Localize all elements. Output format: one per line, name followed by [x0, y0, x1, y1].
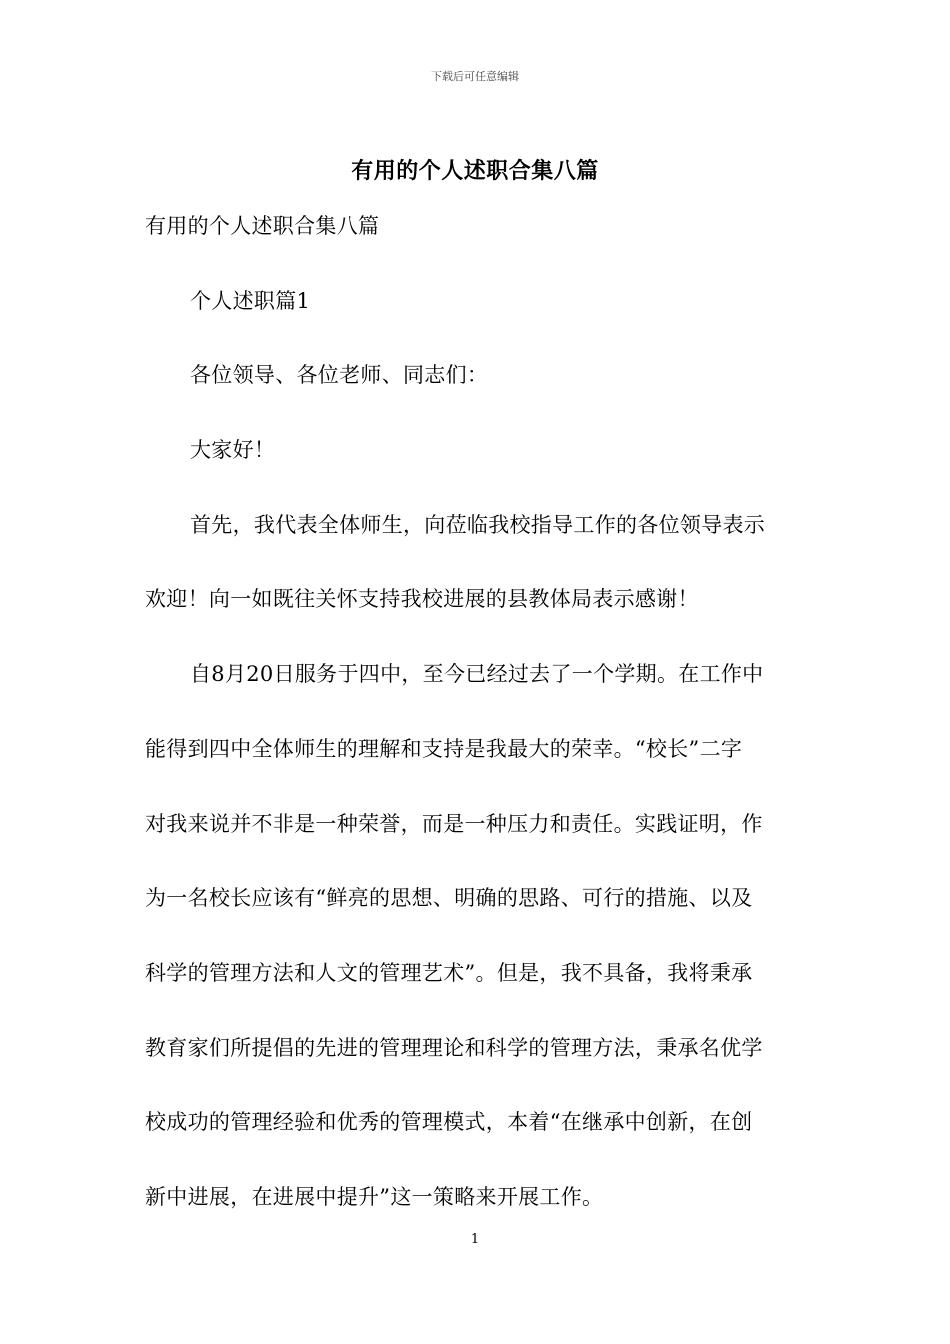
paragraph-line: 教育家们所提倡的先进的管理理论和科学的管理方法，秉承名优学: [145, 1036, 763, 1060]
paragraph-line: 为一名校长应该有“鲜亮的思想、明确的思路、可行的措施、以及: [145, 886, 753, 910]
salutation: 各位领导、各位老师、同志们：: [190, 363, 489, 387]
section-heading: 个人述职篇1: [190, 289, 311, 313]
document-title: 有用的个人述职合集八篇: [351, 158, 599, 184]
paragraph-line: 校成功的管理经验和优秀的管理模式，本着“在继承中创新，在创: [145, 1110, 753, 1134]
paragraph-line: 首先，我代表全体师生，向莅临我校指导工作的各位领导表示: [190, 513, 766, 537]
paragraph-line: 新中进展，在进展中提升”这一策略来开展工作。: [145, 1185, 604, 1209]
paragraph-line: 自8月20日服务于四中，至今已经过去了一个学期。在工作中: [190, 662, 764, 686]
paragraph-line: 能得到四中全体师生的理解和支持是我最大的荣幸。“校长”二字: [145, 737, 743, 761]
paragraph-line: 欢迎！向一如既往关怀支持我校进展的县教体局表示感谢！: [145, 587, 699, 611]
paragraph-line: 科学的管理方法和人文的管理艺术”。但是，我不具备，我将秉承: [145, 961, 753, 985]
greeting: 大家好！: [190, 438, 276, 462]
page-number: 1: [470, 1232, 480, 1247]
subtitle-line: 有用的个人述职合集八篇: [145, 214, 380, 238]
header-note: 下载后可任意编辑: [431, 70, 519, 83]
paragraph-line: 对我来说并不非是一种荣誉，而是一种压力和责任。实践证明，作: [145, 812, 763, 836]
